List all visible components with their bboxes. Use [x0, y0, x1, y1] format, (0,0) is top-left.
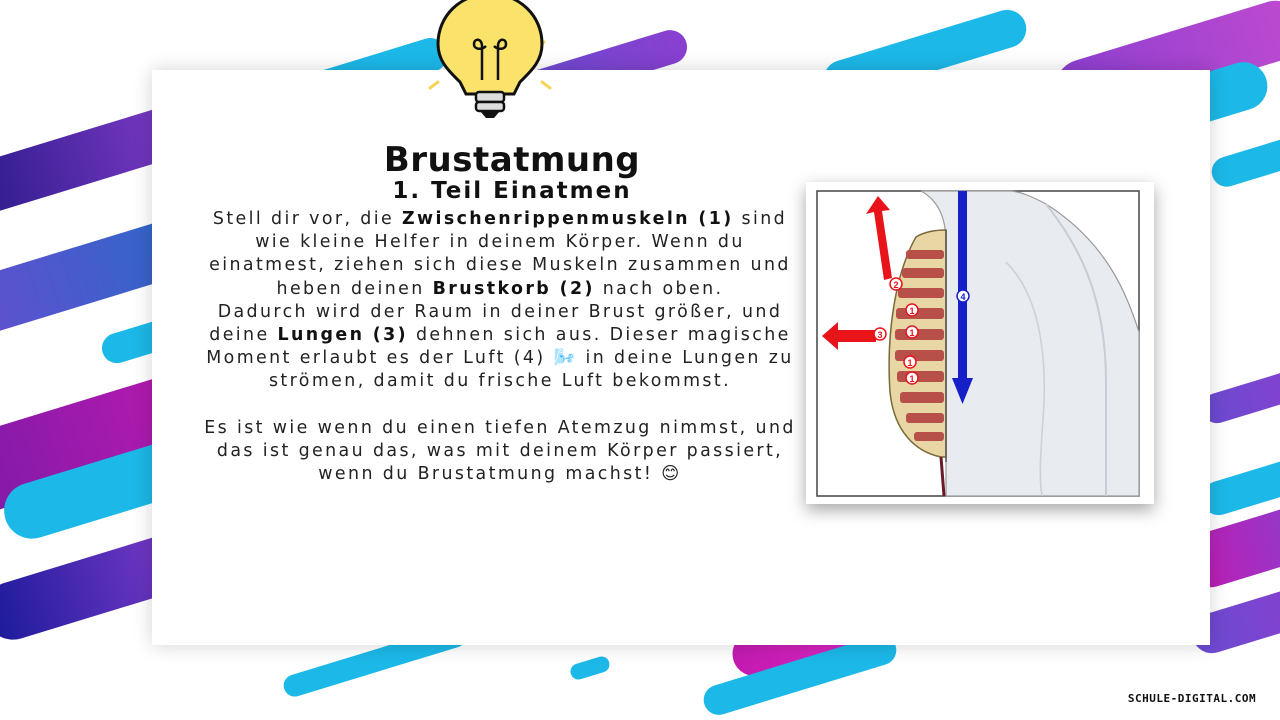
section-subtitle: 1. Teil Einatmen: [392, 178, 632, 204]
highlight-ribcage: Brustkorb (2): [432, 278, 595, 299]
stripe: [569, 655, 612, 682]
svg-text:1: 1: [909, 328, 915, 338]
highlight-intercostal-muscles: Zwischenrippenmuskeln (1): [402, 209, 734, 229]
text-run: nach oben.: [594, 278, 724, 299]
svg-text:1: 1: [909, 306, 915, 316]
figure-label: [906, 304, 918, 316]
figure-label: [906, 372, 918, 384]
paragraph: Es ist wie wenn du einen tiefen Atemzug nimmst, und das ist genau das, was mit deinem Körper passiert, wenn du Brustatmung machst! 😊: [204, 417, 796, 485]
paragraph: [200, 208, 800, 301]
brand-footer: SCHULE-DIGITAL.COM: [1127, 692, 1257, 705]
lightbulb-icon: [420, 0, 560, 125]
svg-text:1: 1: [909, 374, 915, 384]
svg-text:4: 4: [960, 292, 966, 302]
svg-text:2: 2: [893, 280, 899, 290]
page-title: Brustatmung: [383, 140, 641, 180]
stripe: [1208, 130, 1280, 191]
figure-label: [904, 356, 916, 368]
highlight-lungs: Lungen (3): [277, 325, 409, 346]
svg-text:3: 3: [877, 330, 883, 340]
text-run: dehnen sich aus. Dieser magische Moment erlaubt es der Luft (4) 🌬️ in deine Lungen zu strömen, damit du frische Luft bekommst.: [206, 325, 794, 392]
text-run: sind wie kleine Helfer in deinem Körper. Wenn du einatmest, ziehen sich diese Muskeln zusammen und heben deinen: [209, 209, 791, 299]
spacer: [200, 394, 800, 417]
paragraph: [200, 301, 800, 394]
text-run: Stell dir vor, die: [212, 209, 403, 229]
anatomy-illustration: [806, 182, 1154, 504]
figure-label: [906, 326, 918, 338]
svg-text:1: 1: [907, 358, 913, 368]
stripe: [1198, 363, 1280, 427]
breathing-anatomy-figure: [806, 182, 1154, 504]
figure-label: [957, 290, 969, 302]
figure-label: [874, 328, 886, 340]
explanation-text: [200, 208, 800, 486]
text-run: Dadurch wird der Raum in deiner Brust größer, und deine: [209, 301, 783, 346]
figure-label: [890, 278, 902, 290]
